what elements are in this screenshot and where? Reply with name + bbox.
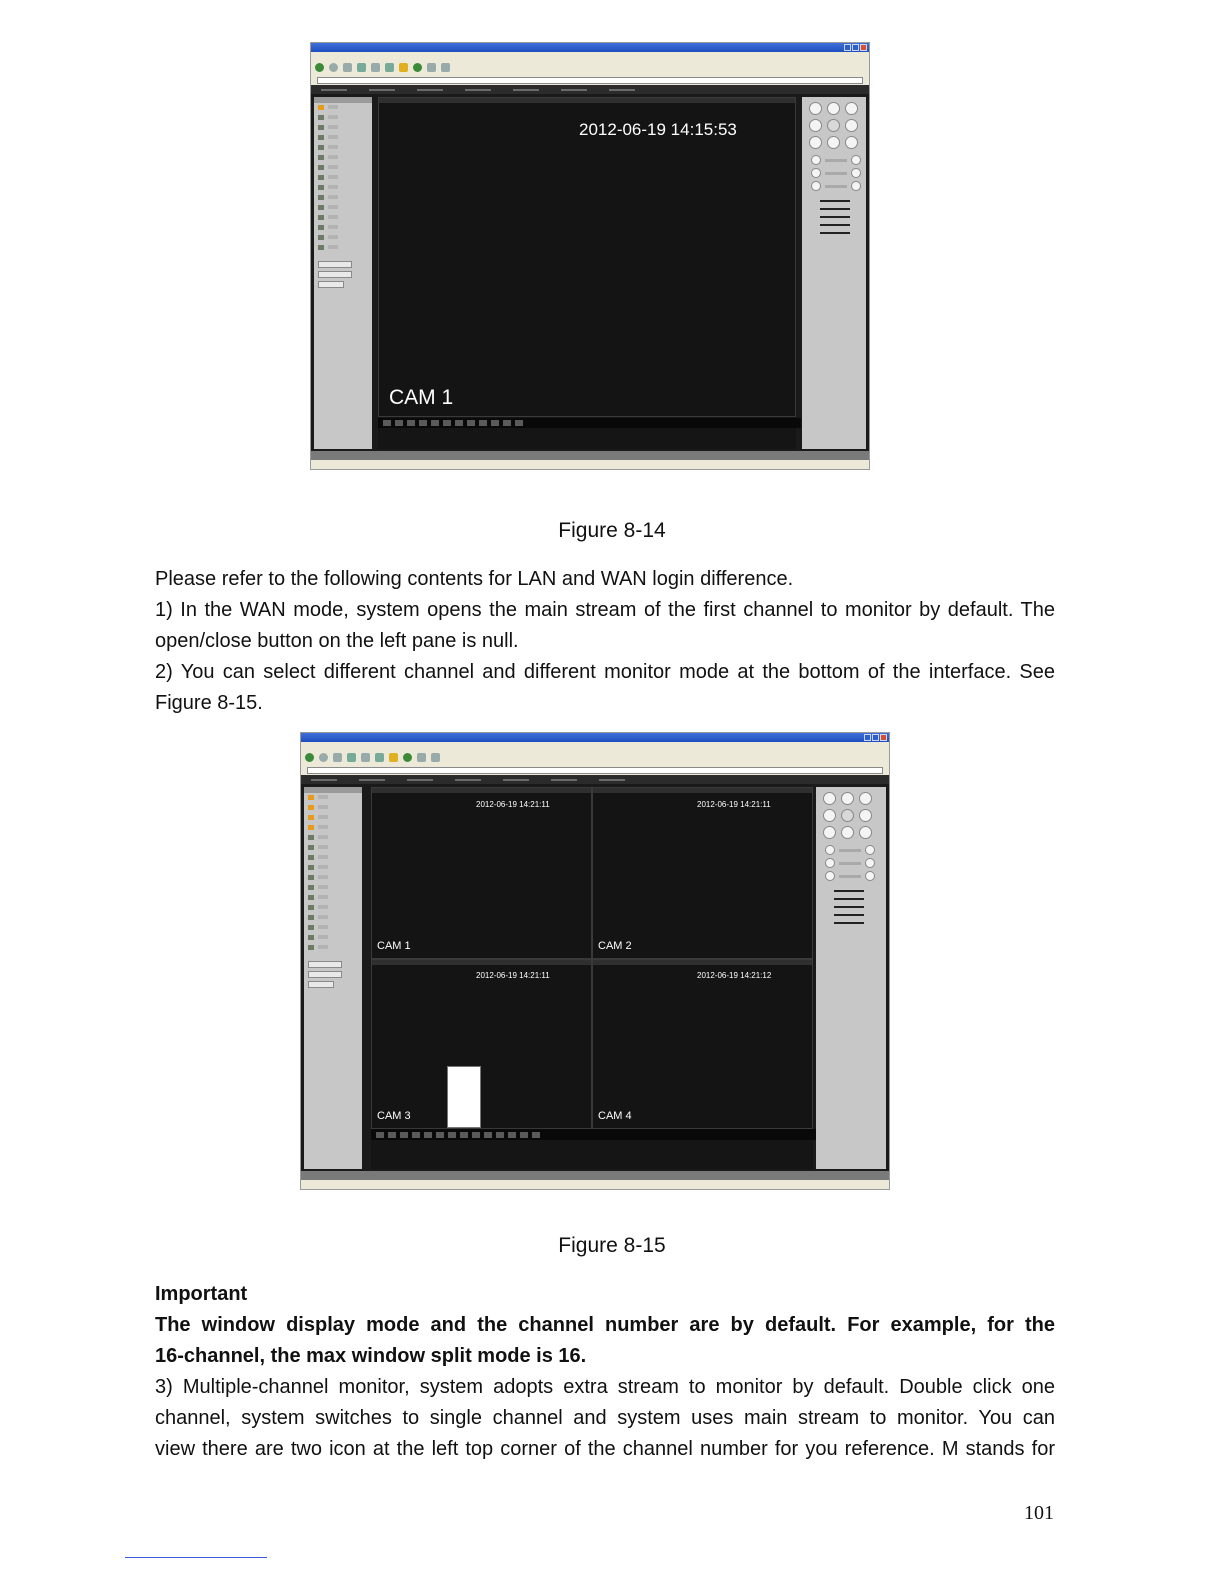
channel-item[interactable]	[314, 203, 372, 213]
channel-item[interactable]	[314, 223, 372, 233]
note-line: 16-channel, the max window split mode is 16.	[155, 1345, 587, 1367]
channel-item[interactable]	[304, 943, 362, 953]
channel-label	[318, 905, 328, 909]
nav-item[interactable]	[321, 89, 347, 91]
body-text-line: Figure 8-15.	[155, 692, 263, 714]
focus-near-icon[interactable]	[826, 859, 834, 867]
ptz-iris-row	[826, 872, 886, 880]
refresh-icon[interactable]	[357, 63, 366, 72]
video-window-cam1[interactable]	[378, 97, 796, 417]
nav-item[interactable]	[561, 89, 587, 91]
channel-label	[328, 125, 338, 129]
split-option-icon[interactable]	[448, 1132, 456, 1138]
body-text-line: open/close button on the left pane is null.	[155, 630, 519, 652]
browser-toolbar	[311, 60, 869, 76]
figure-caption: Figure 8-15	[558, 1234, 666, 1257]
iris-close-icon[interactable]	[826, 872, 834, 880]
split-option-icon[interactable]	[436, 1132, 444, 1138]
slider[interactable]	[820, 200, 850, 202]
camera-icon	[308, 875, 314, 880]
channel-label	[318, 895, 328, 899]
split-option-icon[interactable]	[508, 1132, 516, 1138]
ptz-center-icon[interactable]	[828, 120, 839, 131]
zoom-in-icon[interactable]	[852, 156, 860, 164]
slider[interactable]	[834, 922, 864, 924]
maximize-icon[interactable]	[872, 734, 879, 741]
ptz-zoom-row	[826, 846, 886, 854]
window-controls	[844, 44, 867, 51]
close-icon[interactable]	[860, 44, 867, 51]
ptz-arrow-icon[interactable]	[860, 810, 871, 821]
video-window-cam3[interactable]	[371, 959, 592, 1129]
browser-status-bar	[311, 460, 869, 469]
channel-label	[328, 235, 338, 239]
camera-icon	[308, 915, 314, 920]
channel-item[interactable]	[304, 833, 362, 843]
slider[interactable]	[820, 208, 850, 210]
channel-label	[328, 135, 338, 139]
channel-label	[318, 825, 328, 829]
channel-label	[328, 205, 338, 209]
zoom-label	[825, 159, 847, 162]
camera-icon	[308, 835, 314, 840]
slider[interactable]	[820, 224, 850, 226]
nav-item[interactable]	[369, 89, 395, 91]
channel-label	[318, 835, 328, 839]
ptz-arrow-icon[interactable]	[824, 793, 835, 804]
image-config-sliders	[834, 890, 886, 924]
focus-label	[825, 172, 847, 175]
focus-far-icon[interactable]	[866, 859, 874, 867]
split-option-icon[interactable]	[496, 1132, 504, 1138]
slider[interactable]	[820, 232, 850, 234]
channel-label	[318, 815, 328, 819]
body-text-line: 3) Multiple-channel monitor, system adopts extra stream to monitor by default. Double click one	[155, 1376, 1055, 1398]
channel-item[interactable]	[314, 173, 372, 183]
iris-label	[825, 185, 847, 188]
osd-timestamp: 2012-06-19 14:21:12	[697, 971, 772, 980]
channel-label	[318, 865, 328, 869]
ptz-iris-row	[812, 182, 866, 190]
window-controls	[864, 734, 887, 741]
slider[interactable]	[834, 914, 864, 916]
body-text-block-2	[155, 1372, 1055, 1465]
channel-item[interactable]	[314, 133, 372, 143]
mail-icon[interactable]	[427, 63, 436, 72]
camera-icon	[308, 905, 314, 910]
slider[interactable]	[834, 898, 864, 900]
ptz-arrow-icon[interactable]	[828, 103, 839, 114]
channel-label	[328, 215, 338, 219]
zoom-out-icon[interactable]	[826, 846, 834, 854]
web-client-nav	[311, 85, 869, 94]
channel-item[interactable]	[314, 243, 372, 253]
channel-item[interactable]	[304, 793, 362, 803]
video-window-cam4[interactable]	[592, 959, 813, 1129]
osd-channel-label: CAM 3	[377, 1110, 411, 1122]
camera-icon	[308, 895, 314, 900]
split-option-icon[interactable]	[520, 1132, 528, 1138]
figure-8-15-screenshot	[300, 732, 890, 1190]
ptz-center-icon[interactable]	[842, 810, 853, 821]
split-4-icon[interactable]	[395, 420, 403, 426]
channel-item[interactable]	[314, 123, 372, 133]
channel-label	[318, 845, 328, 849]
iris-open-icon[interactable]	[852, 182, 860, 190]
channel-label	[328, 155, 338, 159]
camera-icon	[308, 845, 314, 850]
camera-icon	[318, 175, 324, 180]
camera-icon	[318, 155, 324, 160]
split-option-icon[interactable]	[532, 1132, 540, 1138]
channel-label	[328, 175, 338, 179]
channel-item[interactable]	[314, 233, 372, 243]
stop-icon[interactable]	[343, 63, 352, 72]
nav-item[interactable]	[417, 89, 443, 91]
browser-menu-bar	[301, 742, 889, 750]
video-window-cam1[interactable]	[371, 787, 592, 959]
channel-label	[318, 795, 328, 799]
camera-icon	[308, 925, 314, 930]
osd-timestamp: 2012-06-19 14:21:11	[697, 800, 771, 809]
camera-icon	[308, 805, 314, 810]
body-text-block-1	[155, 564, 1055, 719]
ptz-zoom-row	[812, 156, 866, 164]
camera-icon	[308, 795, 314, 800]
ptz-direction-pad	[824, 793, 886, 838]
osd-timestamp: 2012-06-19 14:21:11	[476, 971, 550, 980]
camera-icon	[318, 115, 324, 120]
figure-8-14-screenshot	[310, 42, 870, 470]
split-option-icon[interactable]	[472, 1132, 480, 1138]
osd-timestamp: 2012-06-19 14:21:11	[476, 800, 550, 809]
ptz-arrow-icon[interactable]	[810, 120, 821, 131]
slider[interactable]	[820, 216, 850, 218]
split-9-icon[interactable]	[407, 420, 415, 426]
copyright-strip	[311, 451, 869, 460]
channel-group-dropdown[interactable]	[447, 1066, 481, 1128]
ptz-control-pane	[802, 97, 866, 449]
ptz-arrow-icon[interactable]	[828, 137, 839, 148]
channel-item[interactable]	[314, 103, 372, 113]
channel-label	[318, 885, 328, 889]
iris-label	[839, 875, 861, 878]
nav-item[interactable]	[359, 779, 385, 781]
nav-item[interactable]	[599, 779, 625, 781]
address-bar	[311, 75, 869, 85]
talk-select[interactable]	[318, 271, 352, 278]
ptz-arrow-icon[interactable]	[860, 827, 871, 838]
channel-item[interactable]	[304, 933, 362, 943]
web-client-body	[301, 784, 889, 1171]
forward-icon[interactable]	[319, 753, 328, 762]
channel-item[interactable]	[314, 213, 372, 223]
nav-item[interactable]	[465, 89, 491, 91]
nav-item[interactable]	[503, 779, 529, 781]
camera-icon	[308, 865, 314, 870]
address-bar	[301, 765, 889, 775]
close-icon[interactable]	[880, 734, 887, 741]
channel-label	[328, 115, 338, 119]
nav-item[interactable]	[609, 89, 635, 91]
back-icon[interactable]	[305, 753, 314, 762]
nav-item[interactable]	[551, 779, 577, 781]
channel-item[interactable]	[304, 883, 362, 893]
channel-item[interactable]	[304, 903, 362, 913]
body-text-line: 2) You can select different channel and different monitor mode at the bottom of the interface. See	[155, 661, 1055, 683]
web-client-body	[311, 94, 869, 451]
refresh-icon[interactable]	[347, 753, 356, 762]
camera-icon	[308, 935, 314, 940]
split-9-icon[interactable]	[400, 1132, 408, 1138]
camera-icon	[318, 225, 324, 230]
video-window-header	[372, 960, 591, 965]
split-4-icon[interactable]	[388, 1132, 396, 1138]
refresh-button[interactable]	[308, 981, 334, 988]
footnote-rule	[125, 1557, 267, 1558]
ptz-arrow-icon[interactable]	[846, 137, 857, 148]
channel-list-pane	[304, 787, 362, 1169]
ptz-arrow-icon[interactable]	[846, 120, 857, 131]
image-config-sliders	[820, 200, 866, 234]
ptz-arrow-icon[interactable]	[824, 827, 835, 838]
osd-channel-label: CAM 1	[377, 940, 411, 952]
channel-label	[328, 165, 338, 169]
channel-label	[328, 145, 338, 149]
channel-label	[318, 915, 328, 919]
camera-icon	[318, 215, 324, 220]
ptz-arrow-icon[interactable]	[810, 137, 821, 148]
stream-select[interactable]	[318, 261, 352, 268]
address-input[interactable]	[307, 767, 883, 774]
camera-icon	[308, 945, 314, 950]
camera-icon	[318, 245, 324, 250]
channel-item[interactable]	[314, 153, 372, 163]
nav-item[interactable]	[407, 779, 433, 781]
camera-icon	[318, 145, 324, 150]
split-option-icon[interactable]	[491, 420, 499, 426]
camera-icon	[318, 135, 324, 140]
split-option-icon[interactable]	[424, 1132, 432, 1138]
split-option-icon[interactable]	[479, 420, 487, 426]
favorites-icon[interactable]	[399, 63, 408, 72]
channel-item[interactable]	[314, 193, 372, 203]
split-option-icon[interactable]	[467, 420, 475, 426]
search-icon[interactable]	[385, 63, 394, 72]
body-text-line: 1) In the WAN mode, system opens the main stream of the first channel to monitor by default. The	[155, 599, 1055, 621]
address-input[interactable]	[317, 77, 863, 84]
channel-item[interactable]	[314, 163, 372, 173]
focus-near-icon[interactable]	[812, 169, 820, 177]
camera-icon	[308, 825, 314, 830]
nav-item[interactable]	[311, 779, 337, 781]
channel-label	[328, 225, 338, 229]
channel-label	[328, 195, 338, 199]
split-option-icon[interactable]	[503, 420, 511, 426]
split-1-icon[interactable]	[376, 1132, 384, 1138]
video-area	[371, 787, 813, 1169]
mail-icon[interactable]	[417, 753, 426, 762]
channel-item[interactable]	[304, 853, 362, 863]
split-option-icon[interactable]	[431, 420, 439, 426]
focus-label	[839, 862, 861, 865]
camera-icon	[308, 855, 314, 860]
important-note	[155, 1279, 1055, 1372]
channel-label	[318, 855, 328, 859]
body-text-line: Please refer to the following contents for LAN and WAN login difference.	[155, 568, 794, 590]
body-text-line: channel, system switches to single channel and system uses main stream to monitor. You can	[155, 1407, 1055, 1429]
ptz-arrow-icon[interactable]	[860, 793, 871, 804]
channel-item[interactable]	[304, 893, 362, 903]
channel-item[interactable]	[314, 143, 372, 153]
zoom-in-icon[interactable]	[866, 846, 874, 854]
ptz-arrow-icon[interactable]	[846, 103, 857, 114]
browser-menu-bar	[311, 52, 869, 60]
back-icon[interactable]	[315, 63, 324, 72]
page-number: 101	[1024, 1502, 1054, 1524]
copyright-strip	[301, 1171, 889, 1180]
print-icon[interactable]	[441, 63, 450, 72]
channel-item[interactable]	[304, 823, 362, 833]
osd-channel-label: CAM 1	[389, 386, 454, 409]
camera-icon	[308, 885, 314, 890]
iris-open-icon[interactable]	[866, 872, 874, 880]
nav-item[interactable]	[513, 89, 539, 91]
channel-label	[318, 945, 328, 949]
camera-icon	[318, 105, 324, 110]
video-window-header	[593, 960, 812, 965]
slider[interactable]	[834, 906, 864, 908]
ptz-direction-pad	[810, 103, 866, 148]
camera-icon	[318, 205, 324, 210]
channel-item[interactable]	[304, 813, 362, 823]
channel-list-pane	[314, 97, 372, 449]
channel-label	[318, 805, 328, 809]
focus-far-icon[interactable]	[852, 169, 860, 177]
channel-label	[318, 875, 328, 879]
body-text-line: view there are two icon at the left top corner of the channel number for you reference. M stands for	[155, 1438, 1055, 1460]
window-split-toolbar	[371, 1129, 818, 1140]
channel-item[interactable]	[314, 113, 372, 123]
split-option-icon[interactable]	[460, 1132, 468, 1138]
channel-item[interactable]	[304, 863, 362, 873]
channel-item[interactable]	[314, 183, 372, 193]
split-16-icon[interactable]	[419, 420, 427, 426]
window-split-toolbar	[378, 418, 801, 428]
channel-label	[328, 245, 338, 249]
refresh-button[interactable]	[318, 281, 344, 288]
channel-item[interactable]	[304, 843, 362, 853]
favorites-icon[interactable]	[389, 753, 398, 762]
zoom-out-icon[interactable]	[812, 156, 820, 164]
channel-label	[328, 185, 338, 189]
figure-caption: Figure 8-14	[558, 519, 666, 542]
ptz-arrow-icon[interactable]	[810, 103, 821, 114]
camera-icon	[318, 235, 324, 240]
channel-item[interactable]	[304, 873, 362, 883]
browser-title-bar	[311, 43, 869, 52]
osd-channel-label: CAM 2	[598, 940, 632, 952]
home-icon[interactable]	[361, 753, 370, 762]
search-icon[interactable]	[375, 753, 384, 762]
video-window-header	[593, 788, 812, 793]
forward-icon[interactable]	[329, 63, 338, 72]
split-option-icon[interactable]	[484, 1132, 492, 1138]
nav-item[interactable]	[455, 779, 481, 781]
channel-item[interactable]	[304, 923, 362, 933]
channel-label	[328, 105, 338, 109]
camera-icon	[318, 185, 324, 190]
browser-title-bar	[301, 733, 889, 742]
note-heading: Important	[155, 1283, 248, 1305]
note-line: The window display mode and the channel number are by default. For example, for the	[155, 1314, 1055, 1336]
ptz-arrow-icon[interactable]	[842, 827, 853, 838]
ptz-arrow-icon[interactable]	[824, 810, 835, 821]
ptz-control-pane	[816, 787, 886, 1169]
print-icon[interactable]	[431, 753, 440, 762]
camera-icon	[318, 125, 324, 130]
slider[interactable]	[834, 890, 864, 892]
split-1-icon[interactable]	[383, 420, 391, 426]
stream-select[interactable]	[308, 961, 342, 968]
channel-label	[318, 935, 328, 939]
video-window-header	[379, 98, 795, 103]
media-icon[interactable]	[413, 63, 422, 72]
browser-status-bar	[301, 1180, 889, 1189]
media-icon[interactable]	[403, 753, 412, 762]
channel-label	[318, 925, 328, 929]
osd-timestamp: 2012-06-19 14:15:53	[579, 120, 737, 139]
iris-close-icon[interactable]	[812, 182, 820, 190]
camera-icon	[318, 165, 324, 170]
split-option-icon[interactable]	[455, 420, 463, 426]
ptz-focus-row	[826, 859, 886, 867]
home-icon[interactable]	[371, 63, 380, 72]
ptz-arrow-icon[interactable]	[842, 793, 853, 804]
minimize-icon[interactable]	[864, 734, 871, 741]
video-area	[378, 97, 796, 449]
zoom-label	[839, 849, 861, 852]
camera-icon	[308, 815, 314, 820]
ptz-focus-row	[812, 169, 866, 177]
video-window-header	[372, 788, 591, 793]
video-window-cam2[interactable]	[592, 787, 813, 959]
channel-item[interactable]	[304, 803, 362, 813]
split-option-icon[interactable]	[515, 420, 523, 426]
browser-toolbar	[301, 750, 889, 766]
maximize-icon[interactable]	[852, 44, 859, 51]
camera-icon	[318, 195, 324, 200]
stop-icon[interactable]	[333, 753, 342, 762]
channel-item[interactable]	[304, 913, 362, 923]
osd-channel-label: CAM 4	[598, 1110, 632, 1122]
talk-select[interactable]	[308, 971, 342, 978]
web-client-nav	[301, 775, 889, 784]
split-16-icon[interactable]	[412, 1132, 420, 1138]
split-option-icon[interactable]	[443, 420, 451, 426]
minimize-icon[interactable]	[844, 44, 851, 51]
